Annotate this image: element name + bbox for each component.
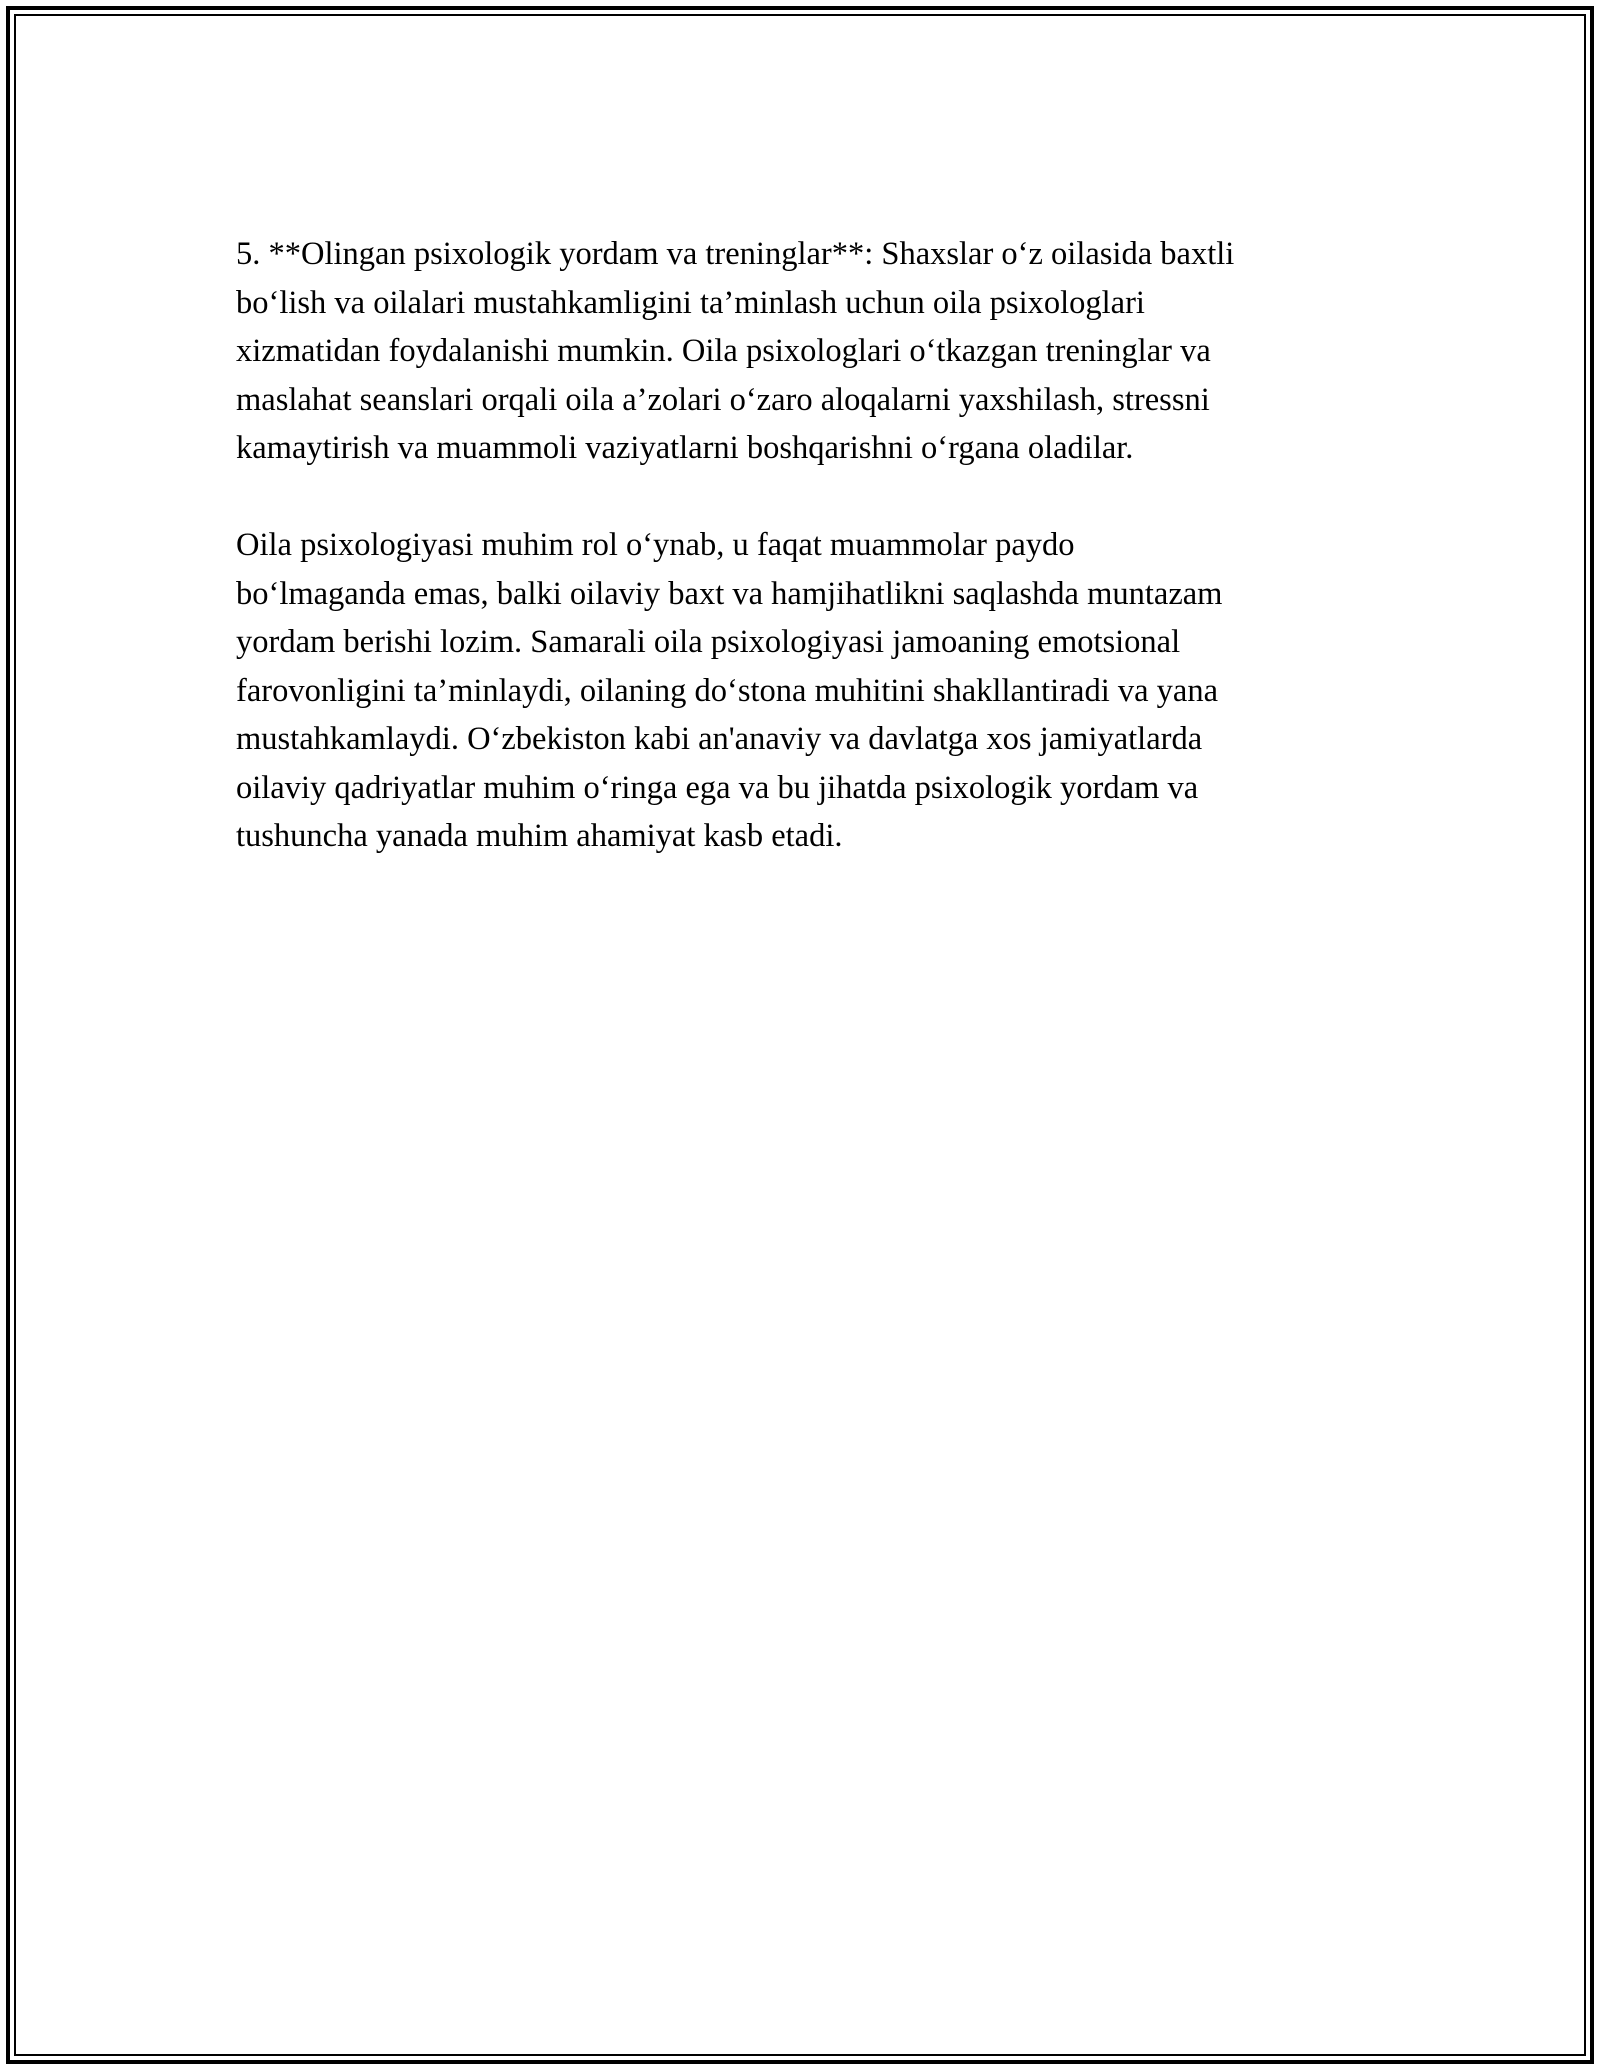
text-line: bo‘lish va oilalari mustahkamligini ta’minlash uchun oila psixologlari (236, 284, 1145, 321)
text-line: maslahat seanslari orqali oila a’zolari o‘zaro aloqalarni yaxshilash, stressni (236, 381, 1210, 418)
text-line: 5. **Olingan psixologik yordam va treninglar**: Shaxslar o‘z oilasida baxtli (236, 236, 1235, 272)
text-line: bo‘lmaganda emas, balki oilaviy baxt va hamjihatlikni saqlashda muntazam (236, 575, 1223, 612)
text-line: farovonligini ta’minlaydi, oilaning do‘stona muhitini shakllantiradi va yana (236, 672, 1219, 709)
text-line: tushuncha yanada muhim ahamiyat kasb etadi. (236, 818, 843, 854)
paragraph-conclusion (236, 521, 1396, 861)
text-line: xizmatidan foydalanishi mumkin. Oila psixologlari o‘tkazgan treninglar va (236, 333, 1211, 369)
text-line: yordam berishi lozim. Samarali oila psixologiyasi jamoaning emotsional (236, 624, 1181, 660)
text-line: oilaviy qadriyatlar muhim o‘ringa ega va bu jihatda psixologik yordam va (236, 769, 1199, 806)
text-line: kamaytirish va muammoli vaziyatlarni boshqarishni o‘rgana oladilar. (236, 430, 1134, 466)
text-line: Oila psixologiyasi muhim rol o‘ynab, u faqat muammolar paydo (236, 527, 1075, 563)
paragraph-psychological-help (236, 230, 1396, 473)
document-body (236, 230, 1396, 909)
text-line: mustahkamlaydi. O‘zbekiston kabi an'anaviy va davlatga xos jamiyatlarda (236, 721, 1203, 757)
